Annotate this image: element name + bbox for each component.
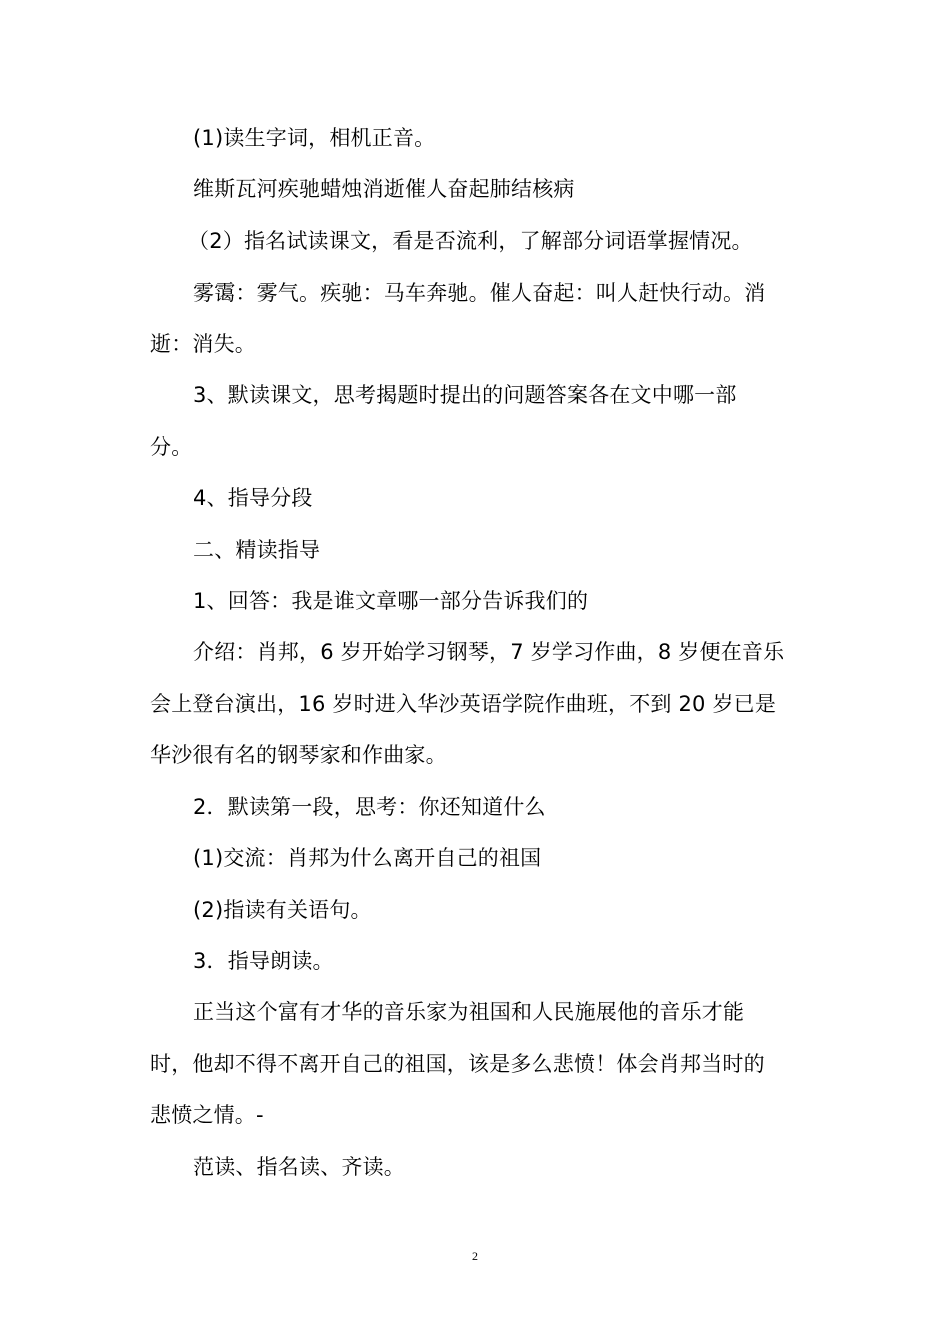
text-line: 维斯瓦河疾驰蜡烛消逝催人奋起肺结核病 xyxy=(193,177,575,201)
text-line: 悲愤之情。- xyxy=(150,1103,264,1127)
text-line: 4、指导分段 xyxy=(193,486,313,510)
text-line: 会上登台演出，16 岁时进入华沙英语学院作曲班，不到 20 岁已是 xyxy=(150,692,777,716)
text-line: 1、回答：我是谁文章哪一部分告诉我们的 xyxy=(193,589,589,613)
text-line: 3、默读课文，思考揭题时提出的问题答案各在文中哪一部 xyxy=(193,383,737,407)
text-line: 正当这个富有才华的音乐家为祖国和人民施展他的音乐才能 xyxy=(193,1000,745,1024)
text-line: 介绍：肖邦，6 岁开始学习钢琴，7 岁学习作曲，8 岁便在音乐 xyxy=(193,640,785,664)
text-line: 雾霭：雾气。疾驰：马车奔驰。催人奋起：叫人赶快行动。消 xyxy=(193,281,766,305)
text-line: 2．默读第一段，思考：你还知道什么 xyxy=(193,795,546,819)
text-line: 华沙很有名的钢琴家和作曲家。 xyxy=(150,743,447,767)
text-line: 逝：消失。 xyxy=(150,332,256,356)
text-line: 时，他却不得不离开自己的祖国，该是多么悲愤！体会肖邦当时的 xyxy=(150,1052,765,1076)
section-heading: 二、精读指导 xyxy=(193,538,321,562)
text-line: (1)读生字词，相机正音。 xyxy=(193,126,436,150)
text-line: (2)指读有关语句。 xyxy=(193,898,372,922)
text-line: (1)交流：肖邦为什么离开自己的祖国 xyxy=(193,846,542,870)
page-number: 2 xyxy=(472,1249,478,1263)
text-line: 范读、指名读、齐读。 xyxy=(193,1155,405,1179)
text-line: 3．指导朗读。 xyxy=(193,949,334,973)
text-line: 分。 xyxy=(150,435,193,459)
text-line: （2）指名试读课文，看是否流利，了解部分词语掌握情况。 xyxy=(188,229,753,253)
